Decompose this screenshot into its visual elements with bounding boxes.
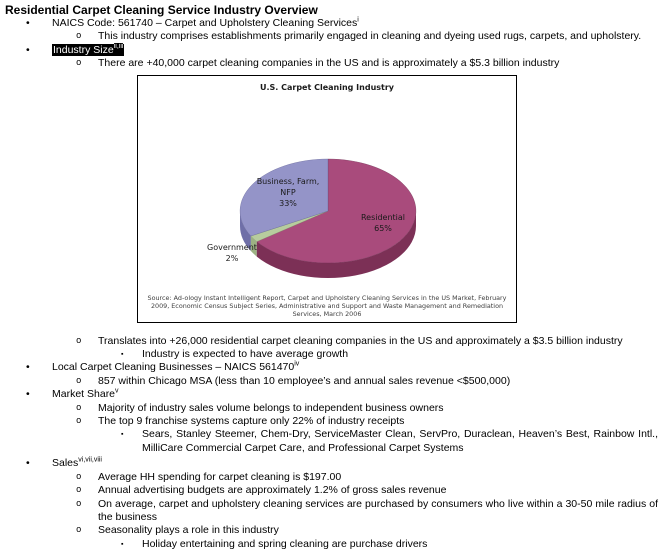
bullet-text: Sales — [52, 457, 79, 470]
bullet-item[interactable] — [0, 471, 664, 484]
bullet-icon: • — [26, 361, 30, 374]
bullet-item[interactable] — [0, 538, 664, 551]
bullet-icon: o — [76, 416, 82, 427]
bullet-item[interactable] — [0, 361, 664, 374]
bullet-text: The top 9 franchise systems capture only 22% of industry receipts — [98, 415, 405, 428]
chart-title: U.S. Carpet Cleaning Industry — [259, 82, 395, 92]
bullet-icon: o — [76, 471, 82, 482]
bullet-text: There are +40,000 carpet cleaning companies in the US and is approximately a $5.3 billion industry — [98, 57, 560, 70]
bullet-item[interactable] — [0, 484, 664, 497]
bullet-icon: ▪ — [121, 351, 124, 359]
bullet-text: This industry comprises establishments primarily engaged in cleaning and dyeing used rugs, carpets, and upholstery. — [98, 30, 642, 43]
bullet-icon: o — [76, 485, 82, 496]
bullet-text: Translates into +26,000 residential carpet cleaning companies in the US and approximately a $3.5 billion industry — [98, 334, 623, 347]
bullet-text: Seasonality plays a role in this industry — [98, 524, 279, 537]
bullet-text: On average, carpet and upholstery cleaning services are purchased by consumers who live within a 30-50 mile radius of the business — [98, 497, 658, 523]
highlighted-text: Industry Size$^{ii,iii}$ — [53, 43, 124, 56]
bullet-item[interactable] — [0, 17, 664, 30]
bullet-item[interactable] — [0, 375, 664, 388]
bullet-icon: o — [76, 375, 82, 386]
pie-chart-image[interactable] — [137, 75, 517, 323]
bullet-text: Average HH spending for carpet cleaning is $197.00 — [98, 470, 342, 483]
bullet-icon: • — [26, 17, 30, 29]
pie-label-residential: Residential 65% — [360, 212, 406, 233]
footnote-ref: v — [115, 387, 119, 395]
bullet-text: Market Share — [52, 388, 116, 401]
bullet-text: Local Carpet Cleaning Businesses – NAICS 561470 — [52, 361, 295, 374]
bullet-icon: o — [76, 402, 82, 413]
footnote-ref: iv — [294, 360, 300, 368]
bullet-icon: • — [26, 388, 30, 401]
pie-label-government: Government 2% — [207, 242, 257, 263]
bullet-item[interactable] — [0, 388, 664, 401]
bullet-item-industry-size[interactable] — [0, 44, 664, 57]
bullet-icon: ▪ — [121, 431, 124, 439]
bullet-icon: o — [76, 525, 82, 536]
bullet-item[interactable] — [0, 524, 664, 537]
bullet-item[interactable] — [0, 348, 664, 361]
bullet-item[interactable] — [0, 457, 664, 470]
footnote-ref: vi,vii,viii — [78, 456, 102, 464]
pie-label-business: Business, Farm, NFP 33% — [256, 176, 320, 208]
bullet-icon: o — [76, 58, 82, 69]
bullet-icon: o — [76, 498, 82, 509]
bullet-text: 857 within Chicago MSA (less than 10 employee’s and annual sales revenue <$500,000) — [98, 374, 511, 387]
bullet-icon: o — [76, 335, 82, 346]
bullet-icon: o — [76, 31, 82, 42]
footnote-ref: ii,iii — [113, 43, 124, 51]
bullet-text: Annual advertising budgets are approximately 1.2% of gross sales revenue — [98, 484, 447, 497]
bullet-icon: • — [26, 457, 30, 470]
bullet-text: Industry is expected to have average growth — [142, 348, 349, 361]
bullet-item[interactable] — [0, 57, 664, 70]
bullet-item[interactable] — [0, 402, 664, 415]
document-title[interactable]: Residential Carpet Cleaning Service Industry Overview — [5, 3, 318, 17]
document-page — [0, 3, 664, 550]
bullet-item[interactable] — [0, 30, 664, 43]
bullet-text: Sears, Stanley Steemer, Chem-Dry, ServiceMaster Clean, ServPro, Duraclean, Heaven’s Best, Rainbow Intl., MilliCare Commercial Carpet Care, and Professional Carpet Systems — [142, 428, 658, 454]
bullet-item[interactable] — [0, 498, 664, 525]
bullet-item[interactable] — [0, 428, 664, 455]
bullet-icon: • — [26, 43, 30, 56]
chart-source-note: Source: Ad-ology Instant Intelligent Report, Carpet and Upholstery Cleaning Services in the US Market, February 2009, Economic Census Subject Series, Administrative and Support and Waste Management and Remediation Services, March 2006 — [147, 293, 507, 318]
bullet-icon: ▪ — [121, 540, 124, 548]
bullet-text: Majority of industry sales volume belongs to independent business owners — [98, 401, 444, 414]
bullet-item[interactable] — [0, 335, 664, 348]
bullet-text: Holiday entertaining and spring cleaning are purchase drivers — [142, 537, 428, 550]
bullet-item[interactable] — [0, 415, 664, 428]
bullet-text: NAICS Code: 561740 – Carpet and Upholstery Cleaning Services — [52, 17, 358, 29]
footnote-ref: i — [357, 16, 359, 24]
